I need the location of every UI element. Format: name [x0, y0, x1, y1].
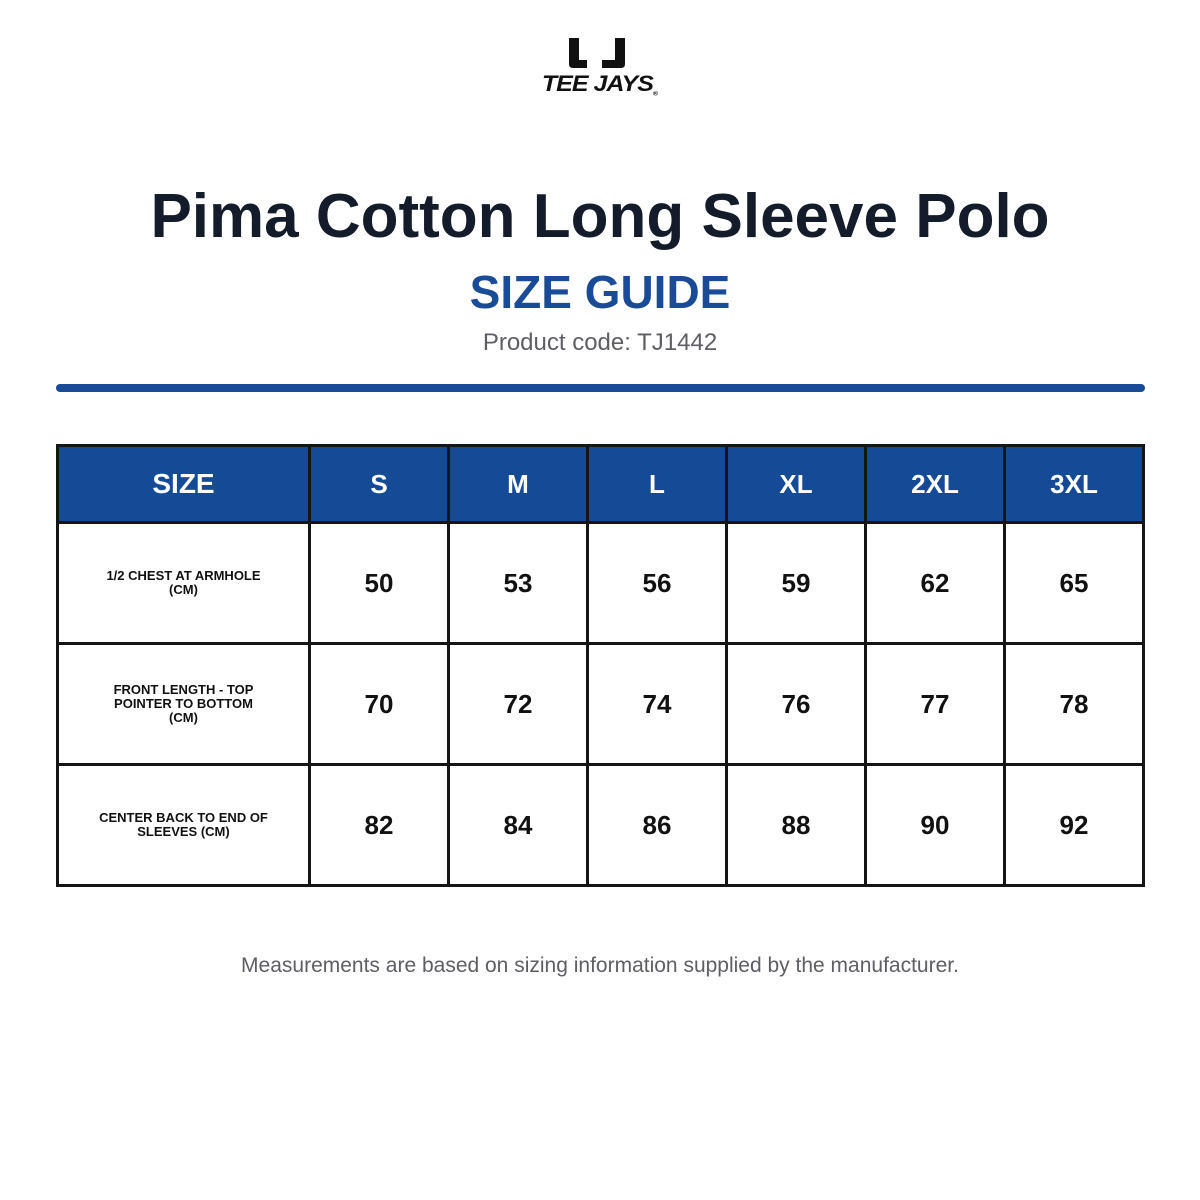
product-code: Product code: TJ1442 [482, 329, 718, 356]
table-cell: 90 [866, 765, 1005, 886]
page-title: Pima Cotton Long Sleeve Polo [150, 182, 1050, 251]
tee-jays-logo-mark-icon [568, 38, 632, 72]
table-row [58, 765, 1144, 886]
table-cell: 77 [866, 644, 1005, 765]
column-header: XL [727, 446, 866, 523]
brand-wordmark: TEE JAYS® [541, 71, 659, 98]
table-cell: 92 [1005, 765, 1144, 886]
table-cell: 53 [449, 523, 588, 644]
table-cell: 50 [310, 523, 449, 644]
table-cell: 82 [310, 765, 449, 886]
table-row [58, 644, 1144, 765]
table-header-row [58, 446, 1144, 523]
column-header: M [449, 446, 588, 523]
table-cell: 74 [588, 644, 727, 765]
row-label: FRONT LENGTH - TOP POINTER TO BOTTOM (CM) [58, 644, 310, 765]
brand-logo [530, 38, 670, 98]
column-header: 3XL [1005, 446, 1144, 523]
table-cell: 78 [1005, 644, 1144, 765]
table-cell: 72 [449, 644, 588, 765]
table-cell: 56 [588, 523, 727, 644]
size-guide-table [56, 444, 1145, 887]
column-header: L [588, 446, 727, 523]
column-header: 2XL [866, 446, 1005, 523]
table-cell: 70 [310, 644, 449, 765]
table-cell: 59 [727, 523, 866, 644]
header-divider [56, 384, 1145, 392]
row-label: CENTER BACK TO END OF SLEEVES (CM) [58, 765, 310, 886]
table-cell: 62 [866, 523, 1005, 644]
column-header-size: SIZE [58, 446, 310, 523]
row-label: 1/2 CHEST AT ARMHOLE (CM) [58, 523, 310, 644]
table-cell: 76 [727, 644, 866, 765]
column-header: S [310, 446, 449, 523]
table-cell: 65 [1005, 523, 1144, 644]
table-row [58, 523, 1144, 644]
table-cell: 86 [588, 765, 727, 886]
table-cell: 84 [449, 765, 588, 886]
footer-note: Measurements are based on sizing information supplied by the manufacturer. [241, 954, 959, 977]
page-subtitle: SIZE GUIDE [469, 266, 731, 318]
table-cell: 88 [727, 765, 866, 886]
